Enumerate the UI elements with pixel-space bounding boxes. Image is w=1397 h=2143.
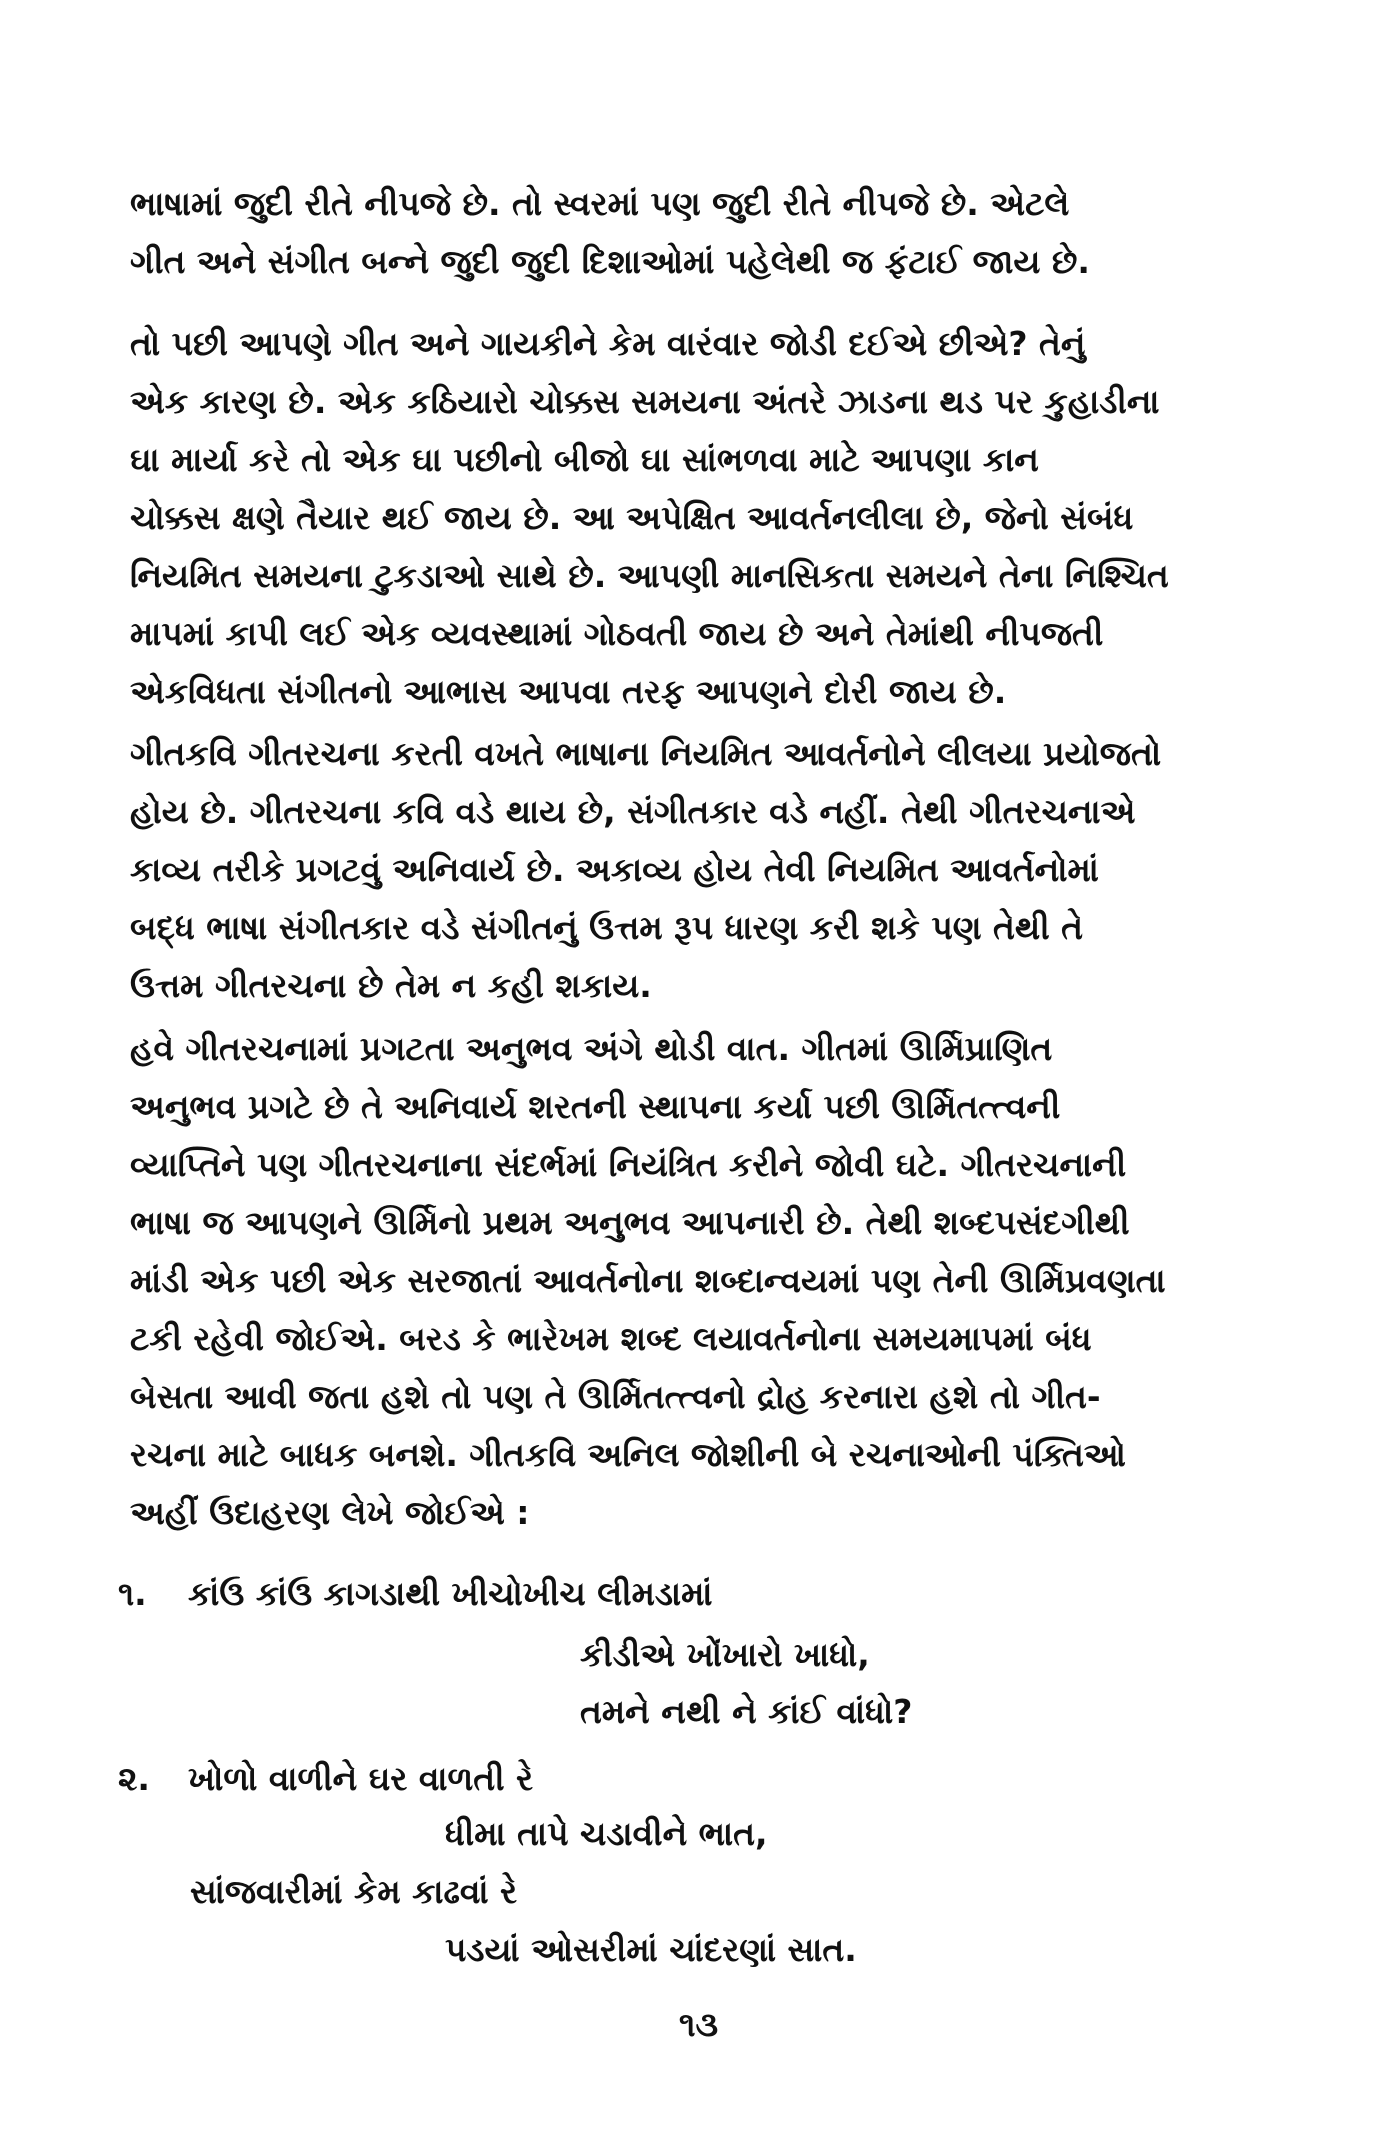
text-line: કાવ્ય તરીકે પ્રગટવું અનિવાર્ય છે. અકાવ્ય હોય તેવી નિયમિત આવર્તનોમાં — [130, 850, 1099, 889]
paragraph-4 — [130, 1020, 1265, 1542]
poem-2-line-2: ધીમા તાપે ચડાવીને ભાત, — [445, 1814, 768, 1853]
text-line: તો પછી આપણે ગીત અને ગાયકીને કેમ વારંવાર જોડી દઈએ છીએ? તેનું — [130, 324, 1086, 363]
text-line: હોય છે. ગીતરચના કવિ વડે થાય છે, સંગીતકાર વડે નહીં. તેથી ગીતરચનાએ — [130, 792, 1136, 831]
paragraph-3 — [130, 725, 1265, 1015]
text-line: રચના માટે બાધક બનશે. ગીતકવિ અનિલ જોશીની બે રચનાઓની પંક્તિઓ — [130, 1435, 1126, 1474]
poem-2-line-3: સાંજવારીમાં કેમ કાઢવાં રે — [190, 1872, 518, 1911]
text-line: નિયમિત સમયના ટુકડાઓ સાથે છે. આપણી માનસિકતા સમયને તેના નિશ્ચિત — [130, 556, 1169, 595]
poem-1-line-2: કીડીએ ખોંખારો ખાધો, — [580, 1635, 870, 1674]
poem-number: ૧. — [118, 1574, 147, 1613]
text-line: બદ્ધ ભાષા સંગીતકાર વડે સંગીતનું ઉત્તમ રૂપ ધારણ કરી શકે પણ તેથી તે — [130, 908, 1083, 947]
text-line: હવે ગીતરચનામાં પ્રગટતા અનુભવ અંગે થોડી વાત. ગીતમાં ઊર્મિપ્રાણિત — [130, 1029, 1053, 1068]
paragraph-1 — [130, 175, 1265, 291]
poem-text: ખોળો વાળીને ઘર વાળતી રે — [188, 1759, 534, 1798]
text-line: ગીતકવિ ગીતરચના કરતી વખતે ભાષાના નિયમિત આવર્તનોને લીલયા પ્રયોજતો — [130, 734, 1162, 773]
paragraph-2 — [130, 315, 1265, 721]
text-line: અનુભવ પ્રગટે છે તે અનિવાર્ય શરતની સ્થાપના કર્યા પછી ઊર્મિતત્ત્વની — [130, 1087, 1061, 1126]
text-line: ટકી રહેવી જોઈએ. બરડ કે ભારેખમ શબ્દ લયાવર્તનોના સમયમાપમાં બંધ — [130, 1319, 1092, 1358]
poem-1-line-1 — [118, 1572, 713, 1616]
poem-2-line-4: પડયાં ઓસરીમાં ચાંદરણાં સાત. — [445, 1930, 857, 1969]
page-number: ૧૩ — [678, 2005, 719, 2045]
text-line: માપમાં કાપી લઈ એક વ્યવસ્થામાં ગોઠવતી જાય છે અને તેમાંથી નીપજતી — [130, 614, 1104, 653]
text-line: ચોક્કસ ક્ષણે તૈયાર થઈ જાય છે. આ અપેક્ષિત આવર્તનલીલા છે, જેનો સંબંધ — [130, 498, 1134, 537]
text-line: ગીત અને સંગીત બન્ને જુદી જુદી દિશાઓમાં પહેલેથી જ ફંટાઈ જાય છે. — [130, 242, 1090, 281]
text-line: અહીં ઉદાહરણ લેખે જોઈએ : — [130, 1493, 530, 1532]
text-line: ઉત્તમ ગીતરચના છે તેમ ન કહી શકાય. — [130, 966, 652, 1005]
text-line: ભાષામાં જુદી રીતે નીપજે છે. તો સ્વરમાં પણ જુદી રીતે નીપજે છે. એટલે — [130, 184, 1070, 223]
text-line: એકવિધતા સંગીતનો આભાસ આપવા તરફ આપણને દોરી જાય છે. — [130, 672, 1007, 711]
text-line: વ્યાપ્તિને પણ ગીતરચનાના સંદર્ભમાં નિયંત્રિત કરીને જોવી ઘટે. ગીતરચનાની — [130, 1145, 1127, 1184]
text-line: બેસતા આવી જતા હશે તો પણ તે ઊર્મિતત્ત્વનો દ્રોહ કરનારા હશે તો ગીત- — [130, 1377, 1101, 1416]
text-line: માંડી એક પછી એક સરજાતાં આવર્તનોના શબ્દાન્વયમાં પણ તેની ઊર્મિપ્રવણતા — [130, 1261, 1166, 1300]
poem-number: ૨. — [118, 1759, 150, 1798]
text-line: ઘા માર્યા કરે તો એક ઘા પછીનો બીજો ઘા સાંભળવા માટે આપણા કાન — [130, 440, 1039, 479]
text-line: ભાષા જ આપણને ઊર્મિનો પ્રથમ અનુભવ આપનારી છે. તેથી શબ્દપસંદગીથી — [130, 1203, 1130, 1242]
poem-text: કાંઉ કાંઉ કાગડાથી ખીચોખીચ લીમડામાં — [188, 1574, 713, 1613]
poem-2-line-1 — [118, 1757, 533, 1801]
poem-1-line-3: તમને નથી ને કાંઈ વાંધો? — [580, 1692, 913, 1731]
text-line: એક કારણ છે. એક કઠિયારો ચોક્કસ સમયના અંતરે ઝાડના થડ પર કુહાડીના — [130, 382, 1160, 421]
